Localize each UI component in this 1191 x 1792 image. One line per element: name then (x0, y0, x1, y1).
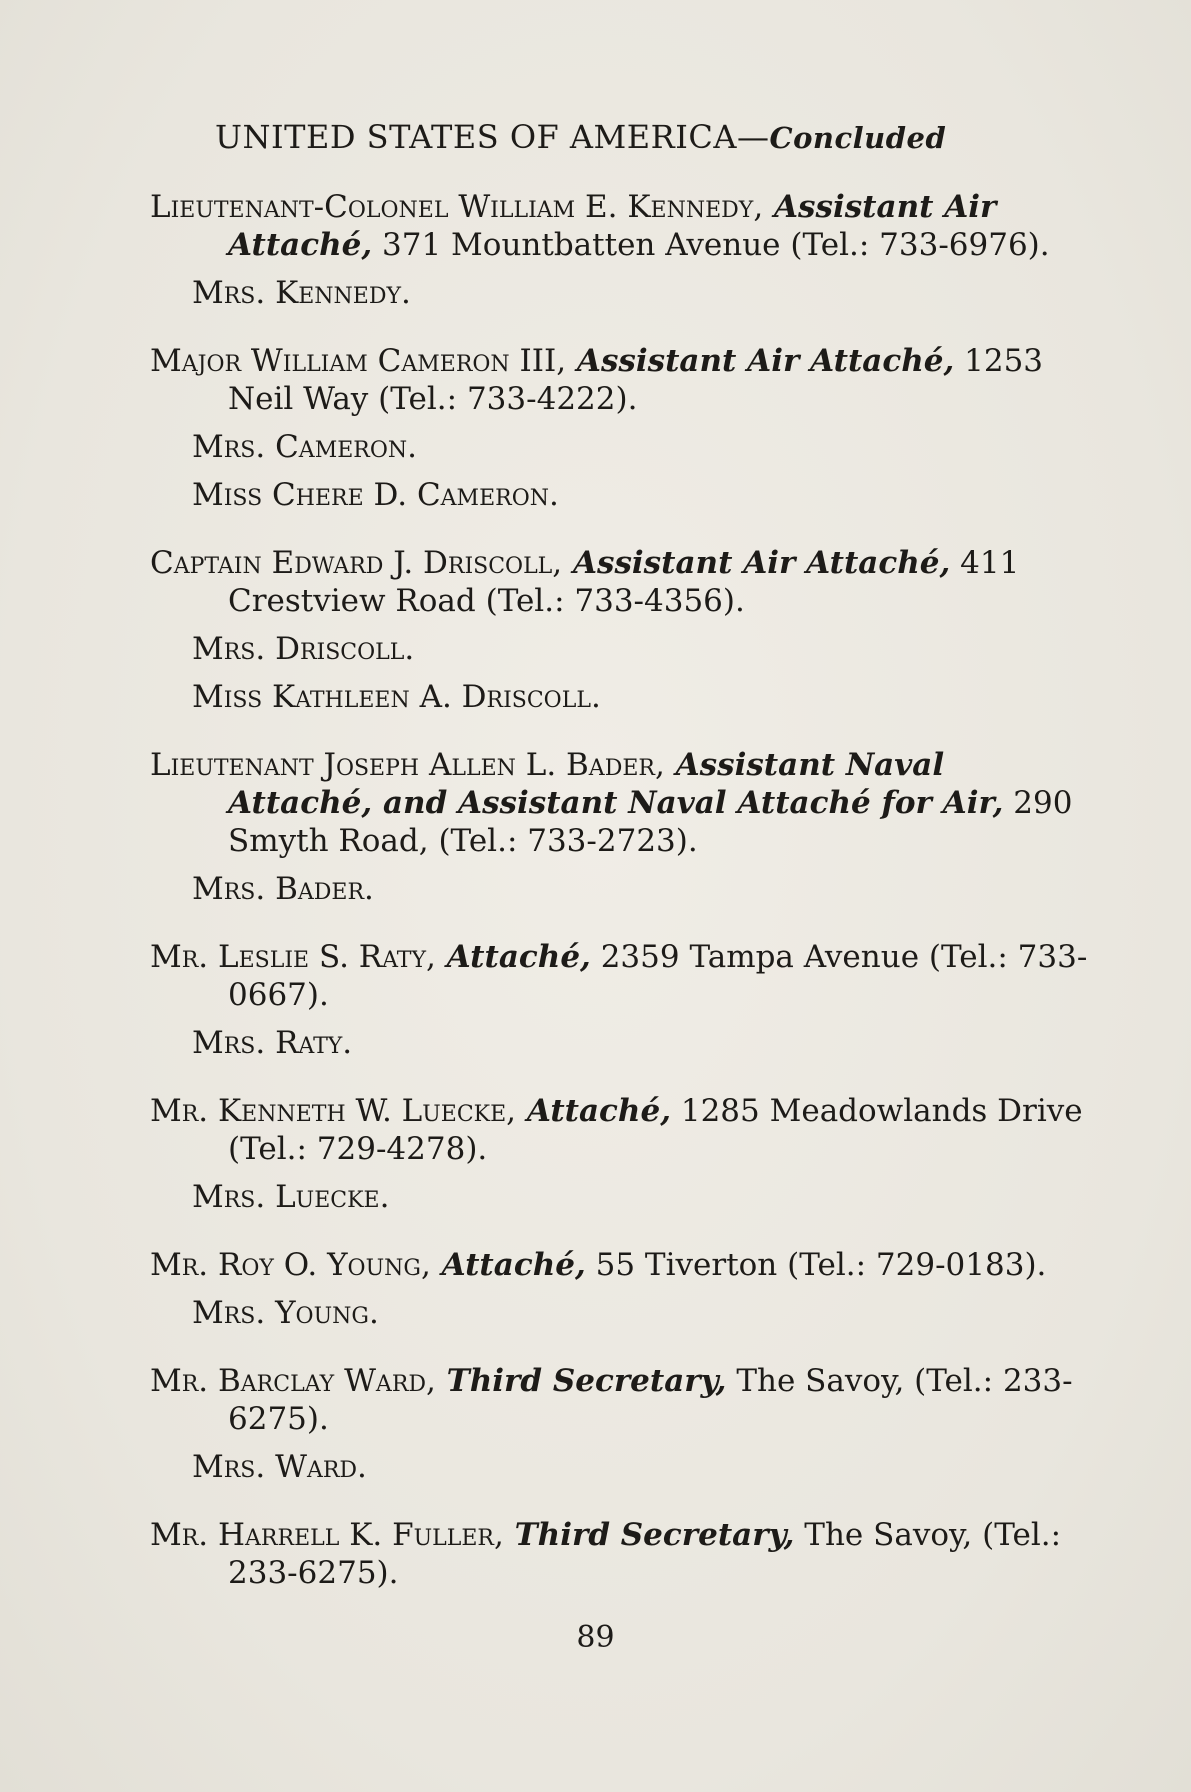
entry-spouse: Mrs. Ward. (192, 1449, 367, 1485)
entry-title: Attaché, (435, 939, 591, 975)
entry-main (150, 1092, 1090, 1168)
entry-title: Assistant Air Attaché, (566, 343, 955, 379)
entry-spouse: Mrs. Luecke. (192, 1179, 390, 1215)
entry-main (150, 746, 1090, 860)
entry-main (150, 544, 1090, 620)
entry-spouse: Mrs. Cameron. (192, 429, 417, 465)
entry-name: Major William Cameron III, (150, 343, 567, 379)
entry-raty (150, 938, 1090, 1062)
entry-address: 1253 Neil Way (Tel.: 733-4222). (228, 343, 1044, 417)
entry-luecke (150, 1092, 1090, 1216)
country-name: UNITED STATES OF AMERICA— (215, 118, 770, 156)
section-heading (215, 118, 946, 156)
entry-spouse: Mrs. Young. (192, 1295, 379, 1331)
entry-address: 55 Tiverton (Tel.: 729-0183). (585, 1247, 1047, 1283)
entry-spouse: Mrs. Raty. (192, 1025, 353, 1061)
page-number: 89 (576, 1620, 615, 1655)
entry-title: Assistant Air Attaché, (228, 189, 997, 263)
entry-bader (150, 746, 1090, 908)
entry-spouse: Mrs. Bader. (192, 871, 374, 907)
entry-title: Attaché, (430, 1247, 586, 1283)
entry-cameron (150, 342, 1090, 514)
entry-child: Miss Kathleen A. Driscoll. (192, 679, 601, 715)
entry-name: Mr. Barclay Ward, (150, 1363, 436, 1399)
entry-address: 2359 Tampa Avenue (Tel.: 733-0667). (228, 939, 1088, 1013)
entry-title: Attaché, (516, 1093, 671, 1129)
entry-name: Lieutenant Joseph Allen L. Bader, (150, 747, 665, 783)
entry-title: Third Secretary, (503, 1517, 795, 1553)
entry-name: Mr. Leslie S. Raty, (150, 939, 436, 975)
entry-main (150, 188, 1090, 264)
entry-address: The Savoy, (Tel.: 233-6275). (228, 1517, 1062, 1591)
entry-main (150, 1246, 1090, 1284)
entry-fuller (150, 1516, 1090, 1592)
entry-child: Miss Chere D. Cameron. (192, 477, 559, 513)
entry-main (150, 342, 1090, 418)
entry-name: Mr. Roy O. Young, (150, 1247, 431, 1283)
entry-driscoll (150, 544, 1090, 716)
entry-title: Third Secretary, (435, 1363, 727, 1399)
entry-main (150, 938, 1090, 1014)
entry-name: Mr. Kenneth W. Luecke, (150, 1093, 517, 1129)
entry-name: Lieutenant-Colonel William E. Kennedy, (150, 189, 764, 225)
entry-address: 411 Crestview Road (Tel.: 733-4356). (228, 545, 1020, 619)
entry-address: 371 Mountbatten Avenue (Tel.: 733-6976). (372, 227, 1050, 263)
concluded-label: Concluded (769, 121, 947, 155)
entry-address: The Savoy, (Tel.: 233-6275). (228, 1363, 1073, 1437)
entries-list (150, 188, 1090, 1592)
entry-main (150, 1362, 1090, 1438)
entry-title: Assistant Air Attaché, (562, 545, 951, 581)
entry-name: Captain Edward J. Driscoll, (150, 545, 563, 581)
entry-title: Assistant Naval Attaché, and Assistant Naval Attaché for Air, (228, 747, 1004, 821)
entry-ward (150, 1362, 1090, 1486)
entry-spouse: Mrs. Driscoll. (192, 631, 415, 667)
entry-spouse: Mrs. Kennedy. (192, 275, 411, 311)
entry-name: Mr. Harrell K. Fuller, (150, 1517, 504, 1553)
entry-young (150, 1246, 1090, 1332)
entry-main (150, 1516, 1090, 1592)
entry-address: 290 Smyth Road, (Tel.: 733-2723). (228, 785, 1073, 859)
entry-address: 1285 Meadowlands Drive (Tel.: 729-4278). (228, 1093, 1083, 1167)
entry-kennedy (150, 188, 1090, 312)
